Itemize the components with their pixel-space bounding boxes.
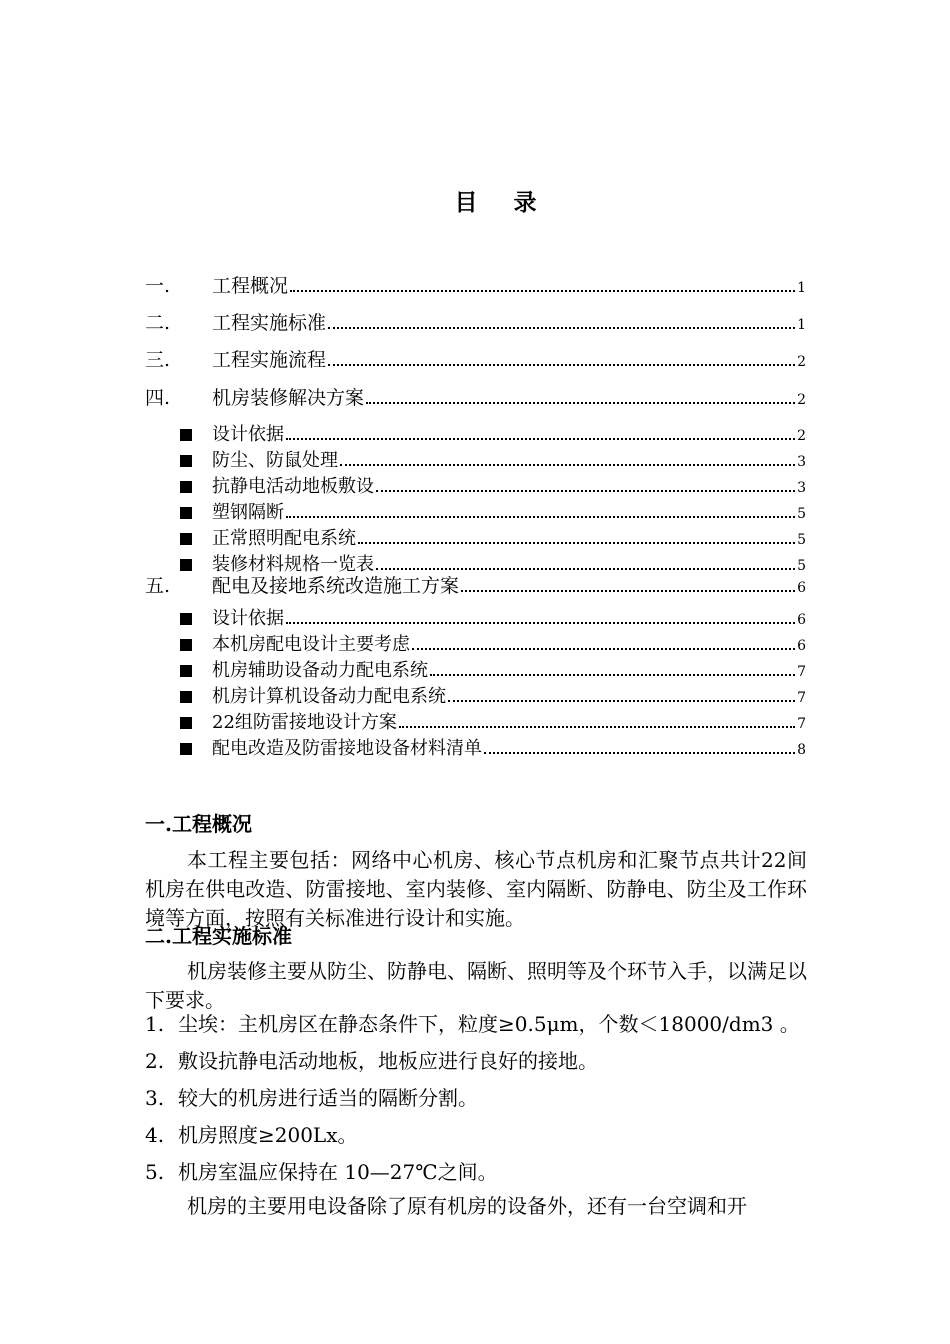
- list-item-number: 5.: [145, 1160, 165, 1184]
- list-item-text: 敷设抗静电活动地板，地板应进行良好的接地。: [178, 1049, 598, 1073]
- toc-leader-dots: [340, 464, 795, 466]
- toc-entry[interactable]: [145, 572, 806, 598]
- toc-leader-dots: [376, 568, 795, 570]
- toc-entry-text: 工程实施标准: [212, 312, 327, 334]
- list-item-text: 机房照度≥200Lx。: [178, 1123, 358, 1147]
- section-paragraph: 机房的主要用电设备除了原有机房的设备外，还有一台空调和开: [187, 1194, 747, 1218]
- toc-entry-page: 7: [797, 664, 806, 680]
- toc-leader-dots: [412, 648, 795, 650]
- toc-leader-dots: [290, 290, 795, 292]
- toc-leader-dots: [366, 402, 795, 404]
- list-item-text: 尘埃：主机房区在静态条件下，粒度≥0.5μm，个数＜18000/dm3 。: [178, 1012, 800, 1036]
- toc-subentry[interactable]: [145, 632, 806, 656]
- toc-subentry[interactable]: [145, 474, 806, 498]
- section-paragraph: 机房装修主要从防尘、防静电、隔断、照明等及个环节入手，以满足以下要求。: [145, 959, 807, 1012]
- toc-entry-number: 一.: [145, 275, 171, 297]
- toc-leader-dots: [399, 726, 795, 728]
- toc-title: 目 录: [454, 189, 551, 216]
- toc-entry-text: 机房装修解决方案: [212, 387, 365, 409]
- toc-subentry[interactable]: [145, 684, 806, 708]
- toc-entry-text: 设计依据: [212, 424, 284, 445]
- toc-entry-page: 8: [797, 742, 806, 758]
- toc-subentry[interactable]: [145, 710, 806, 734]
- toc-entry-number: 四.: [145, 387, 171, 409]
- toc-subentry[interactable]: [145, 736, 806, 760]
- list-item: [145, 1045, 825, 1074]
- toc-entry-number: 二.: [145, 312, 171, 334]
- toc-entry-page: 7: [797, 716, 806, 732]
- toc-entry-text: 塑钢隔断: [212, 502, 284, 523]
- list-item: [145, 1008, 825, 1037]
- toc-entry-page: 3: [797, 454, 806, 470]
- toc-entry-page: 7: [797, 690, 806, 706]
- list-item-number: 4.: [145, 1123, 165, 1147]
- toc-entry[interactable]: [145, 309, 806, 335]
- toc-subentry[interactable]: [145, 500, 806, 524]
- toc-subentry[interactable]: [145, 448, 806, 472]
- toc-entry-page: 3: [797, 480, 806, 496]
- toc-leader-dots: [430, 674, 795, 676]
- list-item-text: 机房室温应保持在 10—27℃之间。: [178, 1160, 498, 1184]
- toc-entry-page: 6: [797, 612, 806, 628]
- list-item-number: 2.: [145, 1049, 165, 1073]
- toc-subentry[interactable]: [145, 422, 806, 446]
- list-item-number: 1.: [145, 1012, 165, 1036]
- toc-entry-text: 22组防雷接地设计方案: [212, 712, 397, 733]
- toc-entry-text: 本机房配电设计主要考虑: [212, 634, 410, 655]
- toc-subentry[interactable]: [145, 526, 806, 550]
- toc-entry-text: 装修材料规格一览表: [212, 554, 374, 575]
- toc-entry-text: 工程概况: [212, 275, 289, 297]
- toc-entry-page: 5: [797, 558, 806, 574]
- toc-entry-text: 正常照明配电系统: [212, 528, 356, 549]
- toc-entry-text: 配电及接地系统改造施工方案: [212, 575, 460, 597]
- toc-entry-page: 1: [797, 317, 806, 333]
- toc-leader-dots: [448, 700, 795, 702]
- toc-entry-text: 抗静电活动地板敷设: [212, 476, 374, 497]
- toc-leader-dots: [286, 516, 795, 518]
- toc-entry-page: 5: [797, 506, 806, 522]
- list-item-text: 较大的机房进行适当的隔断分割。: [178, 1086, 478, 1110]
- toc-entry-page: 5: [797, 532, 806, 548]
- toc-leader-dots: [484, 752, 795, 754]
- toc-entry-page: 6: [797, 638, 806, 654]
- toc-leader-dots: [286, 622, 795, 624]
- toc-entry-page: 2: [797, 354, 806, 370]
- toc-entry-page: 2: [797, 428, 806, 444]
- toc-subentry[interactable]: [145, 606, 806, 630]
- list-item-number: 3.: [145, 1086, 165, 1110]
- toc-entry-text: 防尘、防鼠处理: [212, 450, 338, 471]
- section-paragraph: 本工程主要包括：网络中心机房、核心节点机房和汇聚节点共计22间机房在供电改造、防雷接地、室内装修、室内隔断、防静电、防尘及工作环境等方面，按照有关标准进行设计和实施。: [145, 848, 807, 930]
- toc-subentry[interactable]: [145, 658, 806, 682]
- toc-entry[interactable]: [145, 384, 806, 410]
- toc-leader-dots: [328, 327, 795, 329]
- toc-entry-text: 配电改造及防雷接地设备材料清单: [212, 738, 482, 759]
- toc-entry-text: 工程实施流程: [212, 349, 327, 371]
- toc-entry-page: 6: [797, 580, 806, 596]
- toc-entry-text: 设计依据: [212, 608, 284, 629]
- toc-entry[interactable]: [145, 272, 806, 298]
- toc-leader-dots: [286, 438, 795, 440]
- list-item: [145, 1119, 825, 1148]
- toc-leader-dots: [461, 590, 795, 592]
- toc-entry-page: 2: [797, 392, 806, 408]
- toc-leader-dots: [376, 490, 795, 492]
- list-item: [145, 1082, 825, 1111]
- toc-leader-dots: [328, 364, 795, 366]
- toc-entry-text: 机房计算机设备动力配电系统: [212, 686, 446, 707]
- toc-entry[interactable]: [145, 346, 806, 372]
- list-item: [145, 1156, 825, 1185]
- toc-entry-number: 五.: [145, 575, 171, 597]
- section-heading: 二.工程实施标准: [145, 924, 292, 948]
- section-heading: 一.工程概况: [145, 812, 252, 836]
- toc-entry-text: 机房辅助设备动力配电系统: [212, 660, 428, 681]
- toc-entry-page: 1: [797, 280, 806, 296]
- toc-leader-dots: [358, 542, 795, 544]
- toc-entry-number: 三.: [145, 349, 171, 371]
